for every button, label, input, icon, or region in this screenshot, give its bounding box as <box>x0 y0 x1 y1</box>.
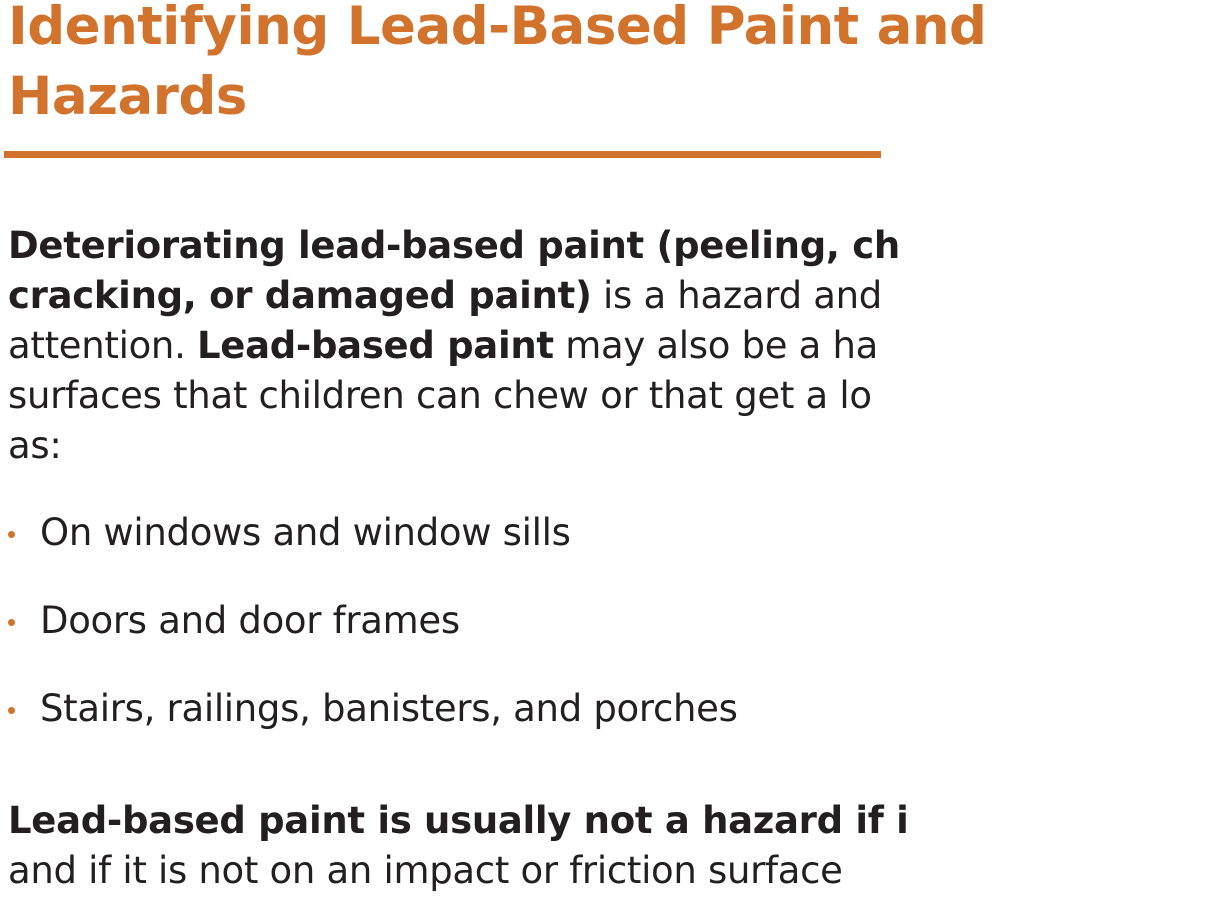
list-item-label: Stairs, railings, banisters, and porches <box>40 687 738 730</box>
intro-paragraph <box>8 221 1208 471</box>
bullet-dot-icon <box>8 531 15 538</box>
list-item <box>8 508 908 558</box>
intro-bold-2: cracking, or damaged paint) <box>8 274 592 317</box>
intro-text-3a: attention. <box>8 324 197 367</box>
title-line-2: Hazards <box>8 66 247 127</box>
page-title <box>8 0 1108 132</box>
closing-bold-1: Lead-based paint is usually not a hazard if i <box>8 799 909 842</box>
list-item-label: On windows and window sills <box>40 511 571 554</box>
list-item <box>8 596 908 646</box>
closing-line-2: and if it is not on an impact or friction surface <box>8 849 843 892</box>
bullet-dot-icon <box>8 707 15 714</box>
intro-line-2 <box>8 271 1208 321</box>
title-divider <box>4 151 881 158</box>
intro-text-2: is a hazard and <box>591 274 882 317</box>
closing-paragraph <box>8 796 1208 896</box>
list-item <box>8 684 908 734</box>
list-item-label: Doors and door frames <box>40 599 460 642</box>
intro-text-3b: may also be a ha <box>553 324 879 367</box>
closing-line-1 <box>8 796 1208 846</box>
intro-bold-1: Deteriorating lead-based paint (peeling, ch <box>8 224 900 267</box>
intro-bold-3: Lead-based paint <box>197 324 554 367</box>
intro-line-4: surfaces that children can chew or that get a lo <box>8 374 872 417</box>
bullet-dot-icon <box>8 619 15 626</box>
title-line-1: Identifying Lead-Based Paint and <box>8 0 987 57</box>
intro-line-5: as: <box>8 424 62 467</box>
intro-line-1 <box>8 221 1208 271</box>
intro-line-3 <box>8 321 1208 371</box>
